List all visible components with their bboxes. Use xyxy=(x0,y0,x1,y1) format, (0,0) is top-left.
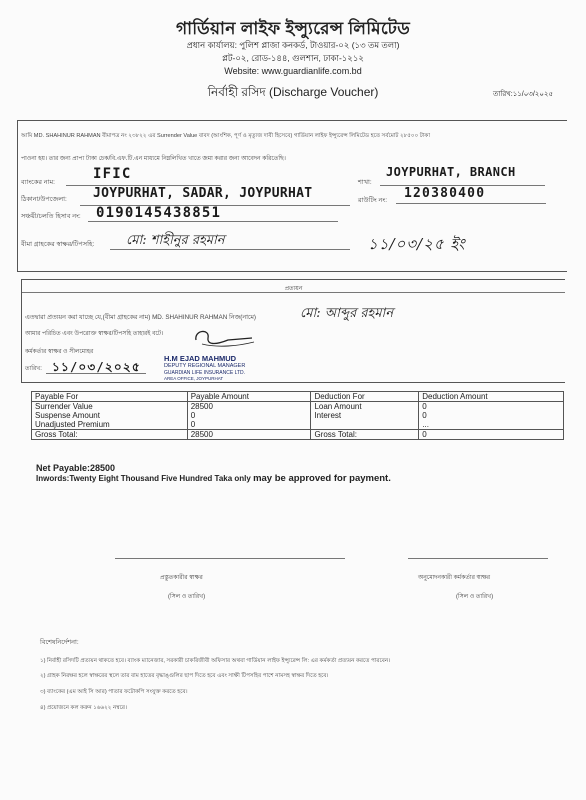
payable-for-cell: Suspense Amount xyxy=(32,411,188,420)
note-item: ১) নির্বাহী রসিদটি প্রত্যয়ন থাকতে হবে। ব্যাংক ম্যানেজার, সরকারী চাকরিজীবী অফিসার অথবা গার্ডিয়ান লাইফ ইন্স্যুরেন্স লি: এর কর্মকর্তা প্রত্যয়ন করতে পারবেন। xyxy=(40,658,391,664)
address-line-1: প্রধান কার্যালয়: পুলিশ প্লাজা কনকর্ড, টাওয়ার-০২ (১৩ তম তলা) xyxy=(186,40,400,50)
table-row xyxy=(32,402,564,412)
certification-title-rule xyxy=(22,292,565,293)
preparer-seal-date: (সিল ও তারিখ) xyxy=(168,594,206,600)
bank-value: IFIC xyxy=(93,166,132,182)
stamp-title: DEPUTY REGIONAL MANAGER xyxy=(164,363,246,369)
customer-signature-date: ১১/০৩/২৫ ইং xyxy=(368,235,466,253)
routing-line xyxy=(396,203,546,204)
table-row xyxy=(32,411,564,420)
deduction-for-cell: Interest xyxy=(311,411,419,420)
payable-for-cell: Surrender Value xyxy=(32,402,188,412)
note-item: ৪) প্রয়োজনে কল করুন ১৬৬২২ নম্বরে। xyxy=(40,705,127,711)
account-label: সঞ্চয়ী/চলতি হিসাব নং: xyxy=(21,213,81,220)
company-name: গার্ডিয়ান লাইফ ইন্স্যুরেন্স লিমিটেড xyxy=(175,19,411,38)
header-deduction-amount: Deduction Amount xyxy=(419,392,564,402)
branch-label: শাখা: xyxy=(358,179,372,186)
website: Website: www.guardianlife.com.bd xyxy=(224,66,362,76)
deduction-amount-cell: 0 xyxy=(419,402,564,412)
certification-title: প্রত্যয়ন xyxy=(284,286,303,292)
officer-date-label: তারিখ: xyxy=(25,366,42,372)
header-deduction-for: Deduction For xyxy=(311,392,419,402)
officer-signature-icon xyxy=(188,326,258,352)
inwords-label: Inwords: xyxy=(36,474,70,483)
header-payable-for: Payable For xyxy=(32,392,188,402)
voucher-date: তারিখ:১১/০৩/২০২৫ xyxy=(493,91,553,98)
approver-signature-label: অনুমোদনকারী কর্মকর্তার স্বাক্ষর xyxy=(418,575,491,581)
gross-total-row xyxy=(32,430,564,440)
bank-label: ব্যাংকের নাম: xyxy=(21,179,55,186)
deduction-for-cell: Loan Amount xyxy=(311,402,419,412)
address-label: ঠিকানা/উপজেলা: xyxy=(21,196,67,203)
customer-signature: মো: শাহীনুর রহমান xyxy=(126,233,225,248)
certification-line-2: আমার পরিচিত এবং উপরোক্ত স্বাক্ষর/টিপসহি তাহারই বটে। xyxy=(25,331,164,337)
deduction-for-cell xyxy=(311,420,419,430)
payment-table-header xyxy=(32,392,564,402)
stamp-name: H.M EJAD MAHMUD xyxy=(164,354,237,363)
certification-line-1: এতদ্বারা প্রত্যয়ন করা যাচ্ছে যে,(বীমা গ্রাহকের নাম) MD. SHAHINUR RAHMAN নিজ(নামে) xyxy=(25,314,257,321)
deduction-gross-label: Gross Total: xyxy=(311,430,419,440)
deduction-amount-cell: ... xyxy=(419,420,564,430)
deduction-amount-cell: 0 xyxy=(419,411,564,420)
stamp-office: AREA OFFICE, JOYPURHAT xyxy=(164,376,224,381)
inwords-value: Twenty Eight Thousand Five Hundred Taka only xyxy=(69,474,251,483)
approver-signature-line xyxy=(408,558,548,559)
voucher-title: নির্বাহী রসিদ (Discharge Voucher) xyxy=(207,85,379,99)
address-line-2: প্লট-০২, রোড-১৪৪, গুলশান, ঢাকা-১২১২ xyxy=(222,53,364,63)
gross-total-label: Gross Total: xyxy=(32,430,188,440)
note-item: ৩) ব্যাংকের (এম আই সি আর) পাতার ফটোকপি সংযুক্ত করতে হবে। xyxy=(40,689,188,695)
routing-label: রাউটিং নং: xyxy=(358,197,388,204)
payment-table xyxy=(31,391,564,440)
preparer-signature-label: প্রস্তুতকারীর স্বাক্ষর xyxy=(160,575,203,581)
net-payable: Net Payable:28500 xyxy=(36,463,116,473)
table-row xyxy=(32,420,564,430)
payable-amount-cell: 0 xyxy=(187,411,311,420)
note-item: ২) গ্রাহক নিরক্ষর হলে স্বাক্ষরের স্থলে তার বাম হাতের বৃদ্ধাঙ্গুলির ছাপ দিতে হবে এবং সাক্ষী টিপসহির পাশে নামসহ স্বাক্ষর দিতে হবে। xyxy=(40,673,329,679)
approval-note: may be approved for payment. xyxy=(253,473,391,484)
officer-date-value: ১১/০৩/২০২৫ xyxy=(52,360,141,374)
signature-label: বীমা গ্রাহকের স্বাক্ষর/টিপসহি: xyxy=(21,241,95,248)
notes-title: বিশেষনির্দেশনা: xyxy=(40,639,79,646)
inwords-line xyxy=(36,473,391,484)
routing-value: 120380400 xyxy=(404,186,486,201)
preparer-signature-line xyxy=(115,558,345,559)
payable-amount-cell: 0 xyxy=(187,420,311,430)
statement-line-2: পাওনা হয়। তার জন্য প্রাপ্য টাকা চেক/বি.এফ.টি.এন মাধ্যমে নিম্নলিখিত খাতে জমা করার জন্য আবেদন করিতেছি। xyxy=(21,156,286,162)
deduction-gross-value: 0 xyxy=(419,430,564,440)
stamp-company: GUARDIAN LIFE INSURANCE LTD. xyxy=(164,370,246,376)
gross-total-value: 28500 xyxy=(187,430,311,440)
officer-label: কর্মকর্তার স্বাক্ষর ও সীলমোহর xyxy=(25,349,94,355)
account-line xyxy=(88,221,338,222)
branch-value: JOYPURHAT, BRANCH xyxy=(386,165,516,179)
address-value: JOYPURHAT, SADAR, JOYPURHAT xyxy=(93,186,313,201)
payable-amount-cell: 28500 xyxy=(187,402,311,412)
payable-for-cell: Unadjusted Premium xyxy=(32,420,188,430)
header-payable-amount: Payable Amount xyxy=(187,392,311,402)
bank-info-section xyxy=(17,120,567,272)
statement-line-1: আমি MD. SHAHINUR RAHMAN বীমাপত্র নং ২৩৮২২ এর Surrender Value বাবদ (আংশিক, পূর্ণ ও মৃত্যুজ দাবী হিসেবে) গার্ডিয়ান লাইফ ইন্স্যুরেন্স লিমিটেড হতে সর্বমোট ২৮৫০০ টাকা xyxy=(21,133,430,139)
approver-seal-date: (সিল ও তারিখ) xyxy=(456,594,494,600)
certification-section xyxy=(21,279,565,383)
witness-signature: মো: আব্দুর রহমান xyxy=(300,306,394,321)
account-value: 0190145438851 xyxy=(96,205,222,221)
